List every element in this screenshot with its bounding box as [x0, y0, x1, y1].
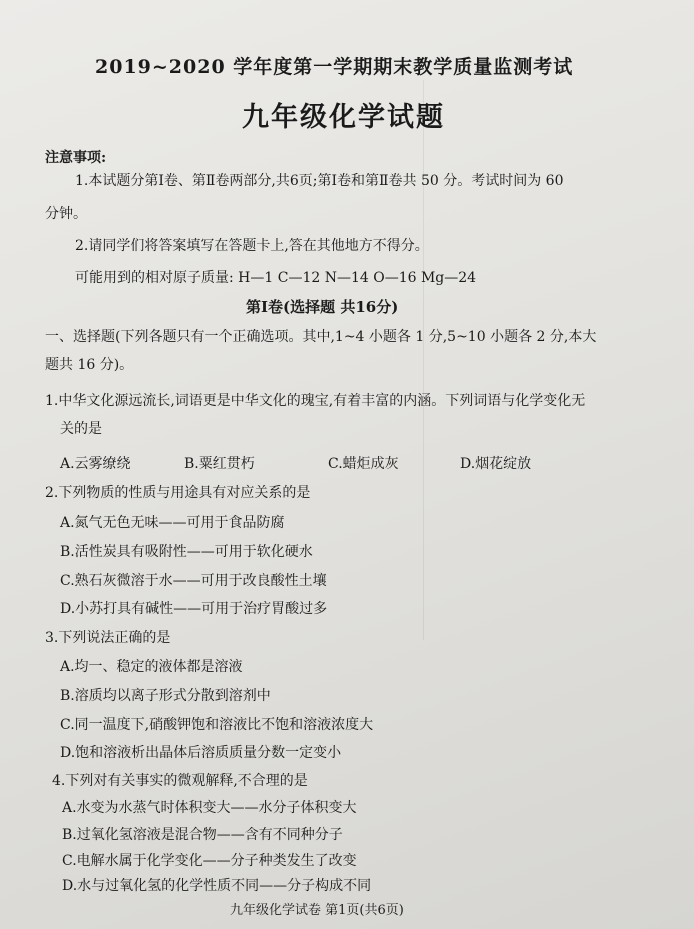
- part1-heading: 第Ⅰ卷(选择题 共16分): [246, 298, 399, 316]
- option: A.水变为水蒸气时体积变大——水分子体积变大: [62, 800, 357, 816]
- notice-item-2: 2.请同学们将答案填写在答题卡上,答在其他地方不得分。: [75, 238, 429, 254]
- option: A.均一、稳定的液体都是溶液: [60, 659, 243, 675]
- option: B.活性炭具有吸附性——可用于软化硬水: [60, 544, 313, 560]
- question-3-stem: 3.下列说法正确的是: [45, 630, 171, 646]
- bleed-through-shadow: [423, 80, 674, 640]
- option: B.过氧化氢溶液是混合物——含有不同种分子: [62, 827, 343, 843]
- section-instructions: 一、选择题(下列各题只有一个正确选项。其中,1~4 小题各 1 分,5~10 小题各 2 分,本大: [45, 329, 597, 345]
- option: C.蜡炬成灰: [328, 456, 399, 472]
- option: D.小苏打具有碱性——可用于治疗胃酸过多: [60, 601, 328, 617]
- option: A.云雾缭绕: [60, 456, 131, 472]
- exam-title: 2019~2020 学年度第一学期期末教学质量监测考试: [95, 56, 574, 78]
- question-1-stem-cont: 关的是: [60, 421, 102, 437]
- option: D.水与过氧化氢的化学性质不同——分子构成不同: [62, 878, 372, 894]
- atomic-mass-line: 可能用到的相对原子质量: H—1 C—12 N—14 O—16 Mg—24: [75, 270, 477, 286]
- option: D.烟花绽放: [460, 456, 532, 472]
- option: C.电解水属于化学变化——分子种类发生了改变: [62, 853, 357, 869]
- question-4-stem: 4.下列对有关事实的微观解释,不合理的是: [52, 773, 308, 789]
- notice-item-1: 1.本试题分第Ⅰ卷、第Ⅱ卷两部分,共6页;第Ⅰ卷和第Ⅱ卷共 50 分。考试时间为 60: [75, 173, 564, 189]
- notice-heading: 注意事项:: [45, 150, 107, 166]
- option: A.氮气无色无味——可用于食品防腐: [60, 515, 285, 531]
- question-2-stem: 2.下列物质的性质与用途具有对应关系的是: [45, 485, 311, 501]
- question-1-stem: 1.中华文化源远流长,词语更是中华文化的瑰宝,有着丰富的内涵。下列词语与化学变化无: [45, 393, 586, 409]
- option: C.同一温度下,硝酸钾饱和溶液比不饱和溶液浓度大: [60, 717, 374, 733]
- section-instructions-cont: 题共 16 分)。: [45, 357, 134, 373]
- page-footer: 九年级化学试卷 第1页(共6页): [230, 903, 404, 918]
- option: B.粟红贯朽: [184, 456, 255, 472]
- exam-subtitle: 九年级化学试题: [242, 102, 445, 133]
- option: B.溶质均以离子形式分散到溶剂中: [60, 688, 271, 704]
- option: C.熟石灰微溶于水——可用于改良酸性土壤: [60, 573, 327, 589]
- notice-item-1-cont: 分钟。: [45, 206, 87, 222]
- option: D.饱和溶液析出晶体后溶质质量分数一定变小: [60, 745, 342, 761]
